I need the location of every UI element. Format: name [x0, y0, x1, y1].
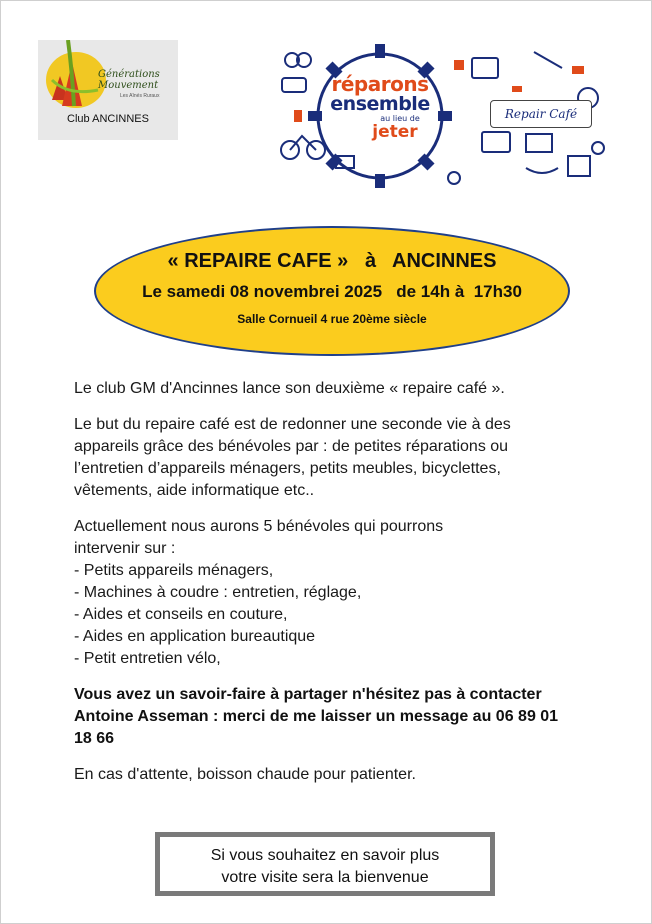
volunteers-intro-line1: Actuellement nous aurons 5 bénévoles qui pourrons — [74, 518, 444, 535]
intro-paragraph: Le club GM d'Ancinnes lance son deuxième « repaire café ». — [74, 380, 505, 397]
list-item: - Petits appareils ménagers, — [74, 562, 274, 579]
repair-cafe-badge: Repair Café — [490, 100, 592, 128]
list-item: - Aides en application bureautique — [74, 628, 316, 645]
banner-line-4: jeter — [372, 122, 418, 142]
waiting-paragraph: En cas d'attente, boisson chaude pour patienter. — [74, 766, 416, 783]
logo-name-line1: Générations — [98, 69, 160, 80]
footer-line2: votre visite sera la bienvenue — [221, 869, 429, 886]
footer-box — [155, 832, 495, 896]
banner-slogan — [320, 74, 440, 141]
event-venue: Salle Cornueil 4 rue 20ème siècle — [237, 312, 427, 326]
purpose-paragraph: Le but du repaire café est de redonner une seconde vie à des appareils grâce des bénévoles par : de petites réparations ou l’entretien d’appareils ménagers, petits meubles, bicyclettes, vêtements, aide informatique etc.. — [74, 416, 511, 499]
logo-name-line2: Mouvement — [98, 80, 159, 91]
logo-name — [98, 69, 176, 91]
banner-line-3: au lieu de — [380, 114, 420, 123]
logo-club-label: Club ANCINNES — [67, 113, 149, 125]
event-date: Le samedi 08 novembrei 2025 de 14h à 17h30 — [142, 282, 522, 301]
volunteers-intro — [74, 516, 574, 560]
services-list — [74, 560, 574, 670]
list-item: - Aides et conseils en couture, — [74, 606, 288, 623]
generations-mouvement-logo — [38, 40, 178, 140]
contact-paragraph: Vous avez un savoir-faire à partager n'hésitez pas à contacter Antoine Asseman : merci de me laisser un message au 06 89 01 18 66 — [74, 686, 559, 747]
repair-banner — [276, 38, 612, 188]
event-title: « REPAIRE CAFE » à ANCINNES — [167, 250, 497, 272]
volunteers-intro-line2: intervenir sur : — [74, 540, 176, 557]
list-item: - Machines à coudre : entretien, réglage, — [74, 584, 362, 601]
event-header-ellipse — [94, 226, 570, 356]
banner-line-1: réparons — [331, 72, 429, 96]
list-item: - Petit entretien vélo, — [74, 650, 221, 667]
body-text — [74, 378, 574, 800]
banner-line-2: ensemble — [330, 93, 430, 115]
footer-line1: Si vous souhaitez en savoir plus — [210, 847, 440, 864]
logo-subtitle: Les Aînés Ruraux — [120, 93, 160, 99]
